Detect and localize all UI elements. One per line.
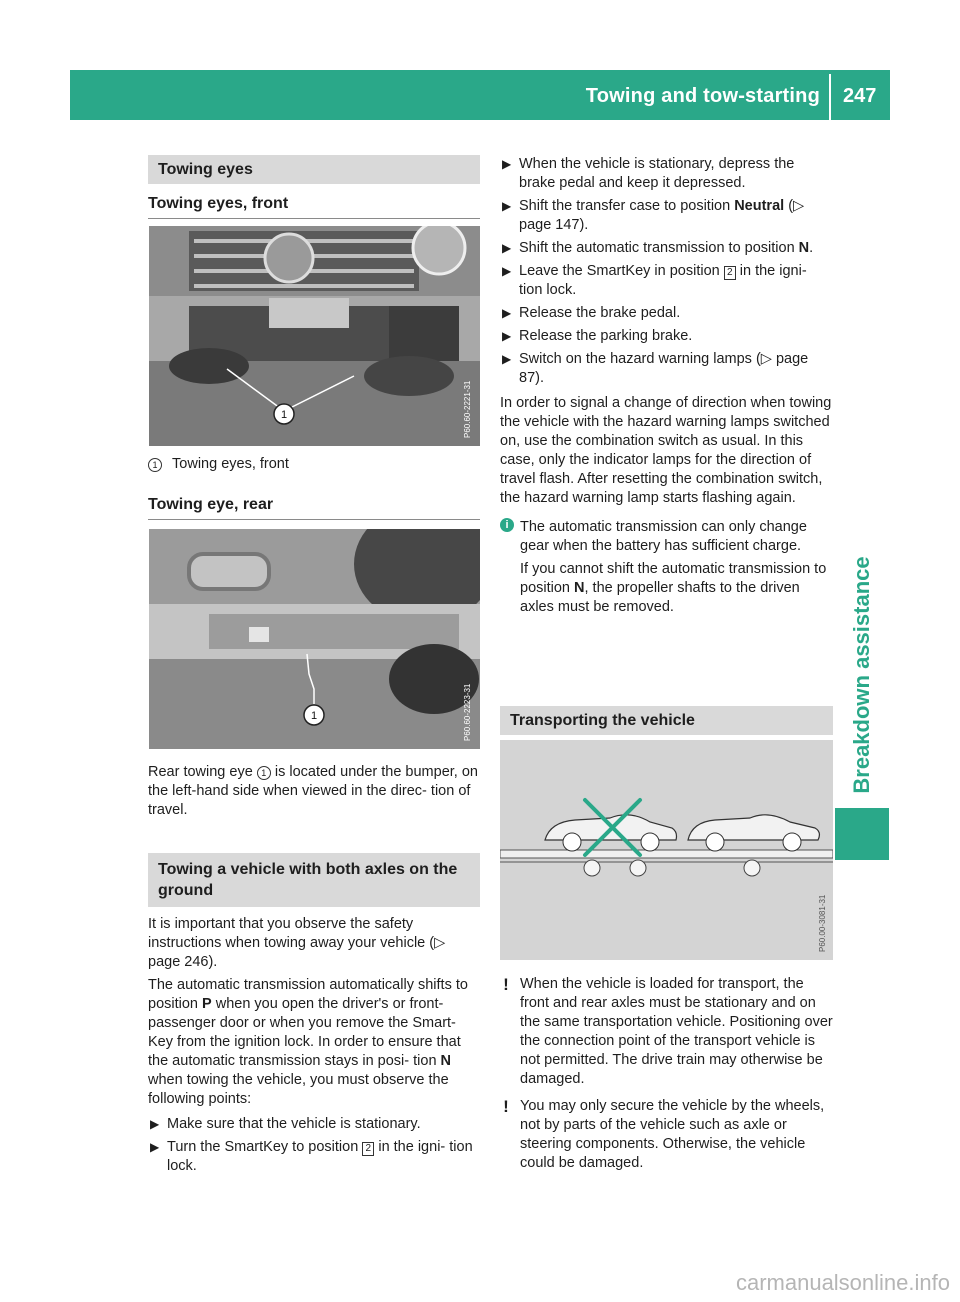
step-arrow-icon: ▶ [502, 199, 512, 213]
transport-illustration [500, 740, 833, 960]
step-transfer-case: ▶ Shift the transfer case to position Neutral (▷ page 147). [502, 198, 805, 233]
subheading-rear: Towing eye, rear [148, 495, 480, 520]
svg-text:P60.60-2221-31: P60.60-2221-31 [463, 380, 472, 438]
right-column-steps [500, 155, 833, 617]
section-title-towing-both-axles: Towing a vehicle with both axles on the ground [148, 853, 480, 907]
para-direction-signal: In order to signal a change of direction when towing the vehicle with the hazard warning lamps switched on, use the combination switch as usual. In this case, only the indicator lamps for the direction of travel flash. After resetting the combination switch, the hazard warning lamp starts flashing again. [500, 395, 832, 506]
chapter-title: Towing and tow-starting [585, 85, 820, 107]
info-icon: i [500, 518, 514, 532]
warning-note-1: ! When the vehicle is loaded for transport, the front and rear axles must be stationary and on the same transportation vehicle. Positioning over the connection point of the transport vehicle is not permitted. The drive train may otherwise be damaged. [500, 975, 833, 1089]
side-tab-block [835, 808, 889, 860]
left-column [148, 155, 480, 219]
rear-bumper-illustration [149, 529, 480, 749]
step-arrow-icon: ▶ [502, 264, 512, 278]
front-towing-eyes-photo [149, 226, 480, 446]
rear-towing-eye-photo [149, 529, 480, 749]
section-transporting [500, 706, 833, 735]
step-arrow-icon: ▶ [502, 352, 512, 366]
svg-text:P60.60-2223-31: P60.60-2223-31 [463, 683, 472, 741]
info-note: i The automatic transmission can only change gear when the battery has sufficient charge. If you cannot shift the automatic transmission to position N, the propeller shafts to the driven axles must be removed. [500, 518, 833, 617]
transport-vehicle-diagram [500, 740, 833, 960]
section-title-transporting: Transporting the vehicle [500, 706, 833, 735]
page-number: 247 [843, 85, 877, 107]
warning-icon: ! [503, 975, 509, 994]
step-hazard-lamps: ▶ Switch on the hazard warning lamps (▷ page 87). [502, 351, 809, 386]
callout-1-icon: 1 [257, 766, 271, 780]
front-bumper-illustration [149, 226, 480, 446]
para-safety: It is important that you observe the safety instructions when towing away your vehicle (▷ page 246). [148, 916, 446, 970]
svg-text:1: 1 [280, 409, 288, 421]
step-depress-brake: ▶ When the vehicle is stationary, depress the brake pedal and keep it depressed. [502, 156, 795, 191]
step-turn-smartkey: ▶ Turn the SmartKey to position 2 in the igni- tion lock. [150, 1139, 473, 1174]
step-leave-smartkey: ▶ Leave the SmartKey in position 2 in the igni- tion lock. [502, 263, 807, 298]
step-shift-n: ▶ Shift the automatic transmission to position N. [502, 240, 814, 256]
warning-note-2: ! You may only secure the vehicle by the wheels, not by parts of the vehicle such as axle or steering components. Otherwise, the vehicle could be damaged. [500, 1097, 833, 1173]
step-release-parking-brake: ▶ Release the parking brake. [502, 328, 693, 344]
step-arrow-icon: ▶ [150, 1140, 160, 1154]
svg-text:1: 1 [310, 710, 318, 722]
callout-1-icon: 1 [148, 458, 162, 472]
warnings [500, 975, 833, 1173]
section-towing-both-axles [148, 853, 480, 1176]
step-arrow-icon: ▶ [502, 329, 512, 343]
step-arrow-icon: ▶ [502, 306, 512, 320]
rear-heading-block [148, 495, 480, 520]
footer-watermark: carmanualsonline.info [735, 1270, 950, 1295]
rear-description: Rear towing eye 1 is located under the bumper, on the left-hand side when viewed in the direc- tion of travel. [148, 764, 478, 818]
section-title-towing-eyes: Towing eyes [148, 155, 480, 184]
side-tab-label: Breakdown assistance [849, 556, 874, 794]
front-caption: 1 Towing eyes, front [148, 455, 480, 474]
step-arrow-icon: ▶ [502, 241, 512, 255]
step-release-brake-pedal: ▶ Release the brake pedal. [502, 305, 681, 321]
para-automatic-transmission: The automatic transmission automatically shifts to position P when you open the driver's or front-passenger door or when you remove the Smart- Key from the ignition lock. In order to ensure that the automatic transmission stays in posi- tion N when towing the vehicle, you must observe the following points: [148, 977, 468, 1107]
svg-text:P60.00-3081-31: P60.00-3081-31 [818, 894, 827, 952]
position-number-icon: 2 [724, 266, 736, 280]
step-vehicle-stationary: ▶ Make sure that the vehicle is stationary. [150, 1116, 421, 1132]
warning-icon: ! [503, 1097, 509, 1116]
subheading-front: Towing eyes, front [148, 194, 480, 219]
step-arrow-icon: ▶ [150, 1117, 160, 1131]
position-number-icon: 2 [362, 1142, 374, 1156]
header-divider [829, 74, 831, 120]
step-arrow-icon: ▶ [502, 157, 512, 171]
